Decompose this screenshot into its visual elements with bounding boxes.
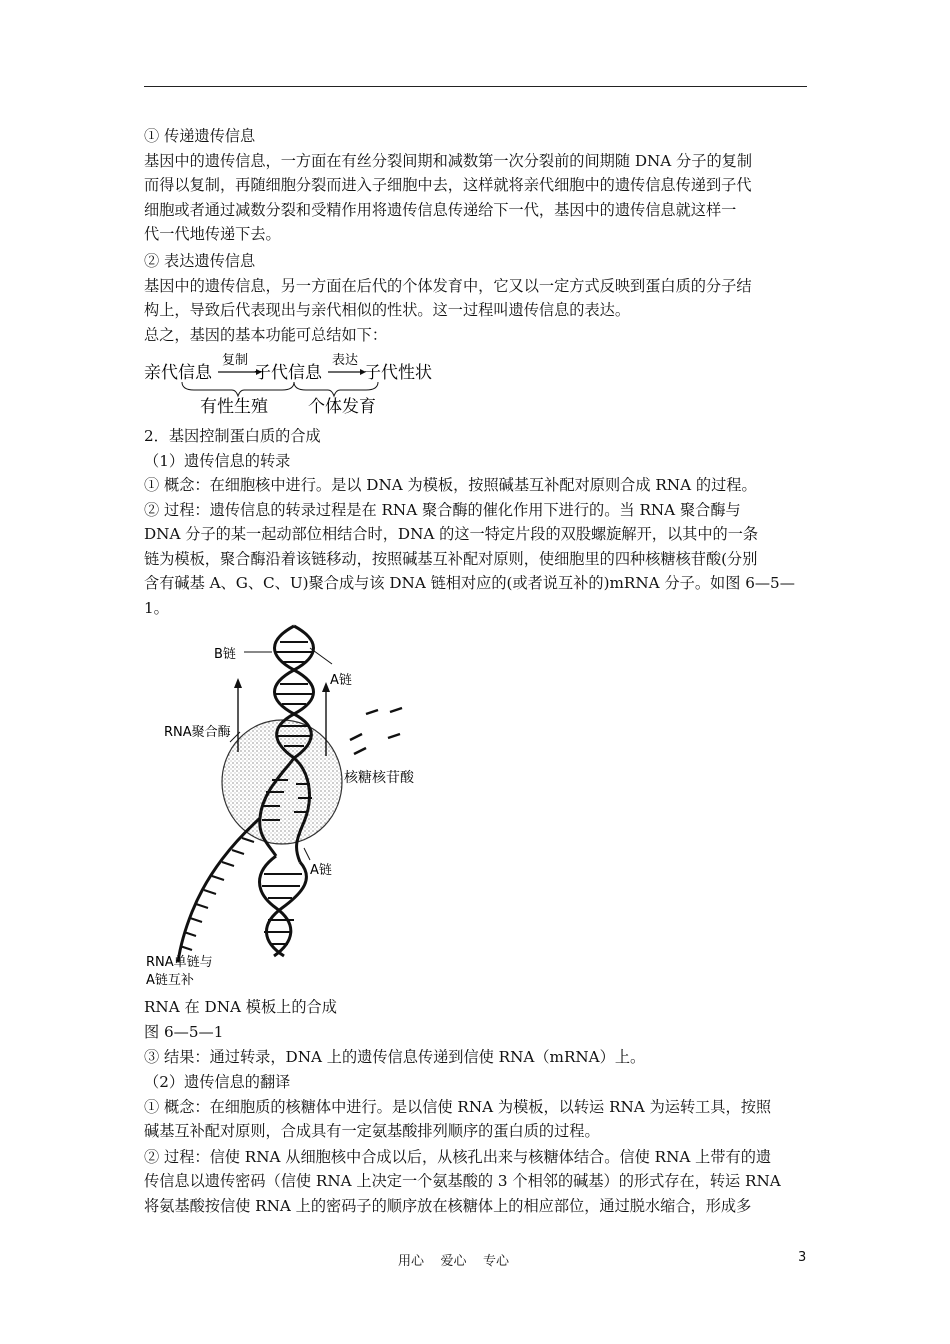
subheading-transcription: （1）遗传信息的转录 [144,452,291,470]
summary-text: 总之，基因的基本功能可总结如下： [144,326,387,344]
parent-info-label: 亲代信息 [144,363,212,383]
a-chain-pointer [310,648,332,664]
rna-single-label-2: A链互补 [146,973,194,988]
translation-concept [144,1095,807,1144]
individual-development-label: 个体发育 [308,397,376,417]
text-line: 而得以复制，再随细胞分裂而进入子细胞中去，这样就将亲代细胞中的遗传信息传递到子代 [144,176,752,195]
paragraph-express [144,274,807,323]
a-chain-arrowhead [322,682,330,692]
header-rule [144,86,807,87]
page-number: 3 [798,1250,807,1265]
figure-caption: RNA 在 DNA 模板上的合成 [144,998,337,1016]
text-line: 细胞或者通过减数分裂和受精作用将遗传信息传递给下一代，基因中的遗传信息就这样一 [144,200,737,219]
child-traits-label: 子代性状 [364,363,432,383]
express-label: 表达 [332,353,359,368]
heading-transmit: ① 传递遗传信息 [144,127,256,145]
figure-number: 图 6—5—1 [144,1023,224,1041]
transcription-concept: ① 概念：在细胞核中进行。是以 DNA 为模板，按照碱基互补配对原则合成 RNA 的过程。 [144,476,757,494]
rna-polymerase-label: RNA聚合酶 [164,725,231,740]
a-chain-bottom-label: A链 [310,863,332,878]
transcription-result: ③ 结果：通过转录，DNA 上的遗传信息传递到信使 RNA（mRNA）上。 [144,1048,646,1066]
sexual-reproduction-label: 有性生殖 [200,397,268,417]
child-info-label: 子代信息 [254,363,322,383]
text-line: 构上，导致后代表现出与亲代相似的性状。这一过程叫遗传信息的表达。 [144,301,630,320]
a-chain-lower-pointer [304,848,310,860]
ribonucleotide-label: 核糖核苷酸 [344,770,414,786]
text-line: 基因中的遗传信息，另一方面在后代的个体发育中，它又以一定方式反映到蛋白质的分子结 [144,277,752,295]
text-line: 链为模板，聚合酶沿着该链移动，按照碱基互补配对原则，使细胞里的四种核糖核苷酸(分别 [144,549,758,568]
b-chain-label: B链 [214,647,236,662]
rna-bases [180,838,254,950]
text-line: 1。 [144,598,169,617]
text-line: ② 过程：信使 RNA 从细胞核中合成以后，从核孔出来与核糖体结合。信使 RNA 上带有的遗 [144,1148,772,1166]
heading-express: ② 表达遗传信息 [144,252,256,270]
text-line: 基因中的遗传信息，一方面在有丝分裂间期和减数第一次分裂前的间期随 DNA 分子的复制 [144,152,753,170]
text-line: 将氨基酸按信使 RNA 上的密码子的顺序放在核糖体上的相应部位，通过脱水缩合，形成多 [144,1196,752,1215]
transcription-process [144,498,807,620]
replicate-label: 复制 [222,353,249,368]
text-line: 传信息以遗传密码（信使 RNA 上决定一个氨基酸的 3 个相邻的碱基）的形式存在，转运 RNA [144,1172,781,1191]
text-line: 含有碱基 A、G、C、U)聚合成与该 DNA 链相对应的(或者说互补的)mRNA 分子。如图 6—5— [144,574,795,593]
text-line: 代一代地传递下去。 [144,225,281,244]
brace-sexual-reproduction [182,382,294,396]
translation-process [144,1145,807,1218]
text-line: ② 过程：遗传信息的转录过程是在 RNA 聚合酶的催化作用下进行的。当 RNA 聚合酶与 [144,501,741,519]
text-line: ① 概念：在细胞质的核糖体中进行。是以信使 RNA 为模板，以转运 RNA 为运转工具，按照 [144,1098,772,1116]
text-line: 碱基互补配对原则，合成具有一定氨基酸排列顺序的蛋白质的过程。 [144,1122,600,1141]
rna-single-label-1: RNA单链与 [146,955,213,970]
gene-function-flow-diagram [144,348,444,418]
transcription-figure [144,622,428,990]
free-nucleotides [350,708,402,754]
rna-polymerase-bubble [222,720,342,844]
text-line: DNA 分子的某一起动部位相结合时，DNA 的这一特定片段的双股螺旋解开，以其中的一条 [144,525,759,544]
dna-transcription-illustration [144,622,428,990]
a-chain-top-label: A链 [330,673,352,688]
brace-individual-development [294,382,378,396]
b-chain-arrowhead [234,678,242,688]
section-title-protein-synthesis: 2．基因控制蛋白质的合成 [144,427,321,445]
footer-motto: 用心 爱心 专心 [398,1254,510,1269]
subheading-translation: （2）遗传信息的翻译 [144,1073,291,1091]
paragraph-transmit [144,149,807,247]
